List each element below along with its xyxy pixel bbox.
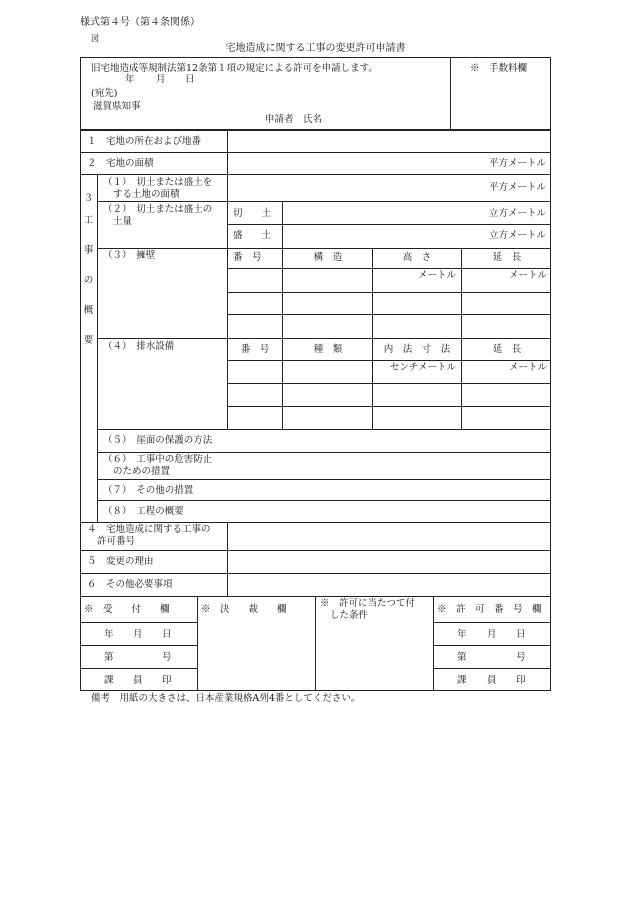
permit-number-label-line2: 許可番号 bbox=[97, 536, 136, 547]
hazard-prevention-label-line1: （６） 工事中の危害防止 bbox=[103, 454, 213, 465]
sub1-label-line1: （１） 切土または盛土を bbox=[103, 177, 213, 188]
area-unit: 平方メートル bbox=[488, 158, 546, 169]
permit-month-label: 月 bbox=[487, 629, 497, 640]
receipt-staff-char-3: 印 bbox=[162, 675, 172, 686]
fill-unit: 立方メートル bbox=[488, 230, 546, 241]
section3-char-5: 概 bbox=[83, 305, 94, 316]
sub1-label-line2: する土地の面積 bbox=[113, 189, 180, 200]
item-location-label: １ 宅地の所在および地番 bbox=[87, 136, 202, 147]
section3-char-3: 事 bbox=[83, 245, 94, 256]
permit-staff-char-1: 課 bbox=[457, 675, 467, 686]
applicant-name-label: 申請者 氏名 bbox=[265, 114, 323, 125]
small-mark: 図 bbox=[91, 34, 99, 43]
process-overview-label: （８） 工程の概要 bbox=[103, 506, 184, 517]
section3-char-1: ３ bbox=[83, 193, 94, 204]
date-day-label: 日 bbox=[185, 74, 195, 85]
other-matters-label: ６ その他必要事項 bbox=[87, 579, 173, 590]
receipt-staff-char-1: 課 bbox=[104, 675, 114, 686]
cut-label: 切 土 bbox=[233, 208, 272, 219]
wall-header-structure: 構 造 bbox=[313, 252, 343, 263]
cut-unit: 立方メートル bbox=[488, 208, 546, 219]
drain-size-unit: センチメートル bbox=[389, 362, 456, 373]
receipt-day-label: 日 bbox=[162, 629, 172, 640]
wall-length-unit: メートル bbox=[508, 270, 547, 281]
drain-header-number: 番 号 bbox=[240, 344, 270, 355]
sub2-label-line1: （２） 切土または盛土の bbox=[103, 204, 213, 215]
sub1-unit: 平方メートル bbox=[488, 182, 546, 193]
wall-header-length: 延 長 bbox=[492, 252, 522, 263]
permit-staff-char-3: 印 bbox=[516, 675, 526, 686]
addressee: 滋賀県知事 bbox=[93, 101, 141, 112]
wall-header-height: 高 さ bbox=[402, 252, 432, 263]
wall-height-unit: メートル bbox=[417, 270, 456, 281]
sub2-label-line2: 土量 bbox=[113, 216, 133, 227]
receipt-number-suffix: 号 bbox=[162, 652, 172, 663]
receipt-staff-char-2: 員 bbox=[133, 675, 143, 686]
section3-char-2: 工 bbox=[83, 215, 94, 226]
receipt-year-label: 年 bbox=[104, 629, 114, 640]
drain-header-length: 延 長 bbox=[492, 344, 522, 355]
addressee-label: (宛先) bbox=[91, 88, 118, 99]
drain-header-inner-size: 内 法 寸 法 bbox=[383, 344, 451, 355]
decision-header: ※ 決 裁 欄 bbox=[201, 604, 287, 615]
drain-header-type: 種 類 bbox=[313, 344, 343, 355]
form-number: 様式第４号（第４条関係） bbox=[80, 17, 200, 28]
remarks: 備考 用紙の大きさは、日本産業規格A列4番としてください。 bbox=[91, 693, 361, 704]
application-statement: 旧宅地造成等規制法第12条第１項の規定による許可を申請します。 bbox=[91, 63, 378, 74]
other-measures-label: （７） その他の措置 bbox=[103, 485, 194, 496]
permit-number-header: ※ 許 可 番 号 欄 bbox=[437, 604, 542, 615]
receipt-number-prefix: 第 bbox=[104, 652, 114, 663]
date-month-label: 月 bbox=[156, 74, 166, 85]
receipt-month-label: 月 bbox=[133, 629, 143, 640]
drainage-label: （４） 排水設備 bbox=[103, 341, 175, 352]
permit-day-label: 日 bbox=[516, 629, 526, 640]
change-reason-label: ５ 変更の理由 bbox=[87, 556, 154, 567]
section3-char-6: 要 bbox=[83, 335, 94, 346]
hazard-prevention-label-line2: のための措置 bbox=[113, 466, 171, 477]
fill-label: 盛 土 bbox=[233, 230, 272, 241]
item-area-label: ２ 宅地の面積 bbox=[87, 158, 154, 169]
retaining-wall-label: （３） 擁壁 bbox=[103, 250, 156, 261]
wall-header-number: 番 号 bbox=[233, 252, 262, 263]
permit-number-suffix: 号 bbox=[516, 652, 526, 663]
fee-field-label: ※ 手数料欄 bbox=[470, 63, 528, 74]
receipt-header: ※ 受 付 欄 bbox=[84, 604, 170, 615]
section3-char-4: の bbox=[83, 275, 94, 286]
permit-year-label: 年 bbox=[457, 629, 467, 640]
page-title: 宅地造成に関する工事の変更許可申請書 bbox=[225, 43, 406, 54]
permit-number-label-line1: ４ 宅地造成に関する工事の bbox=[87, 524, 211, 535]
date-year-label: 年 bbox=[125, 74, 135, 85]
drain-length-unit: メートル bbox=[508, 362, 547, 373]
slope-protection-label: （５） 崖面の保護の方法 bbox=[103, 435, 213, 446]
conditions-header-line2: した条件 bbox=[330, 610, 369, 621]
permit-staff-char-2: 員 bbox=[487, 675, 497, 686]
conditions-header-line1: ※ 許可に当たつて付 bbox=[320, 598, 416, 609]
permit-number-prefix: 第 bbox=[457, 652, 467, 663]
